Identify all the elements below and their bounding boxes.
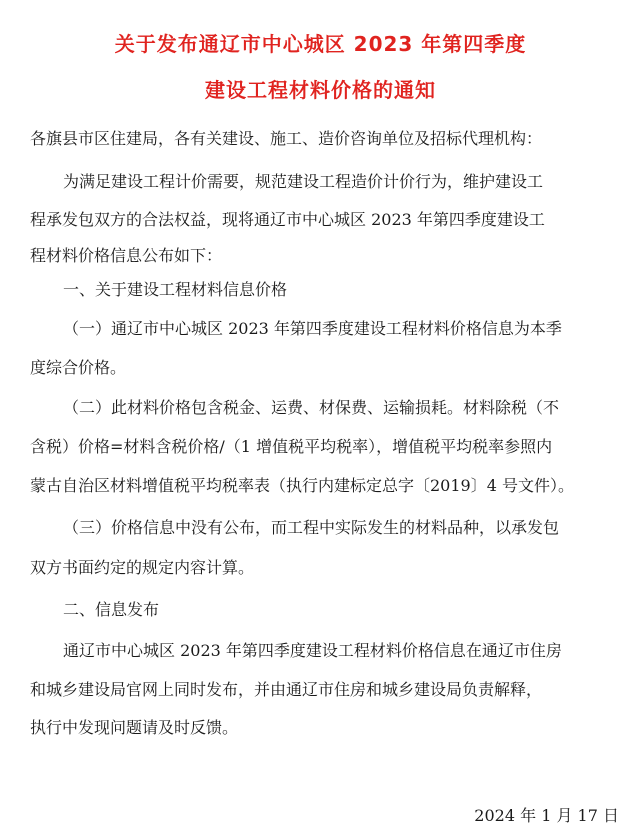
intro-line-1: 为满足建设工程计价需要，规范建设工程造价计价行为，维护建设工 bbox=[63, 172, 544, 191]
document-title-line-2: 建设工程材料价格的通知 bbox=[205, 78, 436, 102]
section-2-line-2: 和城乡建设局官网上同时发布，并由通辽市住房和城乡建设局负责解释， bbox=[30, 680, 543, 699]
item-1-line-2: 度综合价格。 bbox=[30, 358, 127, 377]
item-2-line-3: 蒙古自治区材料增值税平均税率表（执行内建标定总字〔2019〕4 号文件）。 bbox=[30, 476, 574, 495]
section-2-line-3: 执行中发现问题请及时反馈。 bbox=[30, 718, 239, 737]
item-1-line-1: （一）通辽市中心城区 2023 年第四季度建设工程材料价格信息为本季 bbox=[63, 319, 562, 338]
item-3-line-2: 双方书面约定的规定内容计算。 bbox=[30, 558, 255, 577]
item-2-line-2: 含税）价格=材料含税价格/（1 增值税平均税率），增值税平均税率参照内 bbox=[30, 437, 553, 456]
document-date: 2024 年 1 月 17 日 bbox=[474, 806, 619, 825]
section-2-line-1: 通辽市中心城区 2023 年第四季度建设工程材料价格信息在通辽市住房 bbox=[63, 641, 562, 660]
section-2-heading: 二、信息发布 bbox=[63, 600, 160, 619]
addressee: 各旗县市区住建局，各有关建设、施工、造价咨询单位及招标代理机构： bbox=[30, 129, 543, 148]
item-2-line-1: （二）此材料价格包含税金、运费、材保费、运输损耗。材料除税（不 bbox=[63, 398, 560, 417]
document-title-line-1: 关于发布通辽市中心城区 2023 年第四季度 bbox=[114, 32, 527, 56]
intro-line-2: 程承发包双方的合法权益，现将通辽市中心城区 2023 年第四季度建设工 bbox=[30, 210, 545, 229]
section-1-heading: 一、关于建设工程材料信息价格 bbox=[63, 280, 288, 299]
intro-line-3: 程材料价格信息公布如下： bbox=[30, 246, 223, 265]
item-3-line-1: （三）价格信息中没有公布，而工程中实际发生的材料品种，以承发包 bbox=[63, 518, 560, 537]
